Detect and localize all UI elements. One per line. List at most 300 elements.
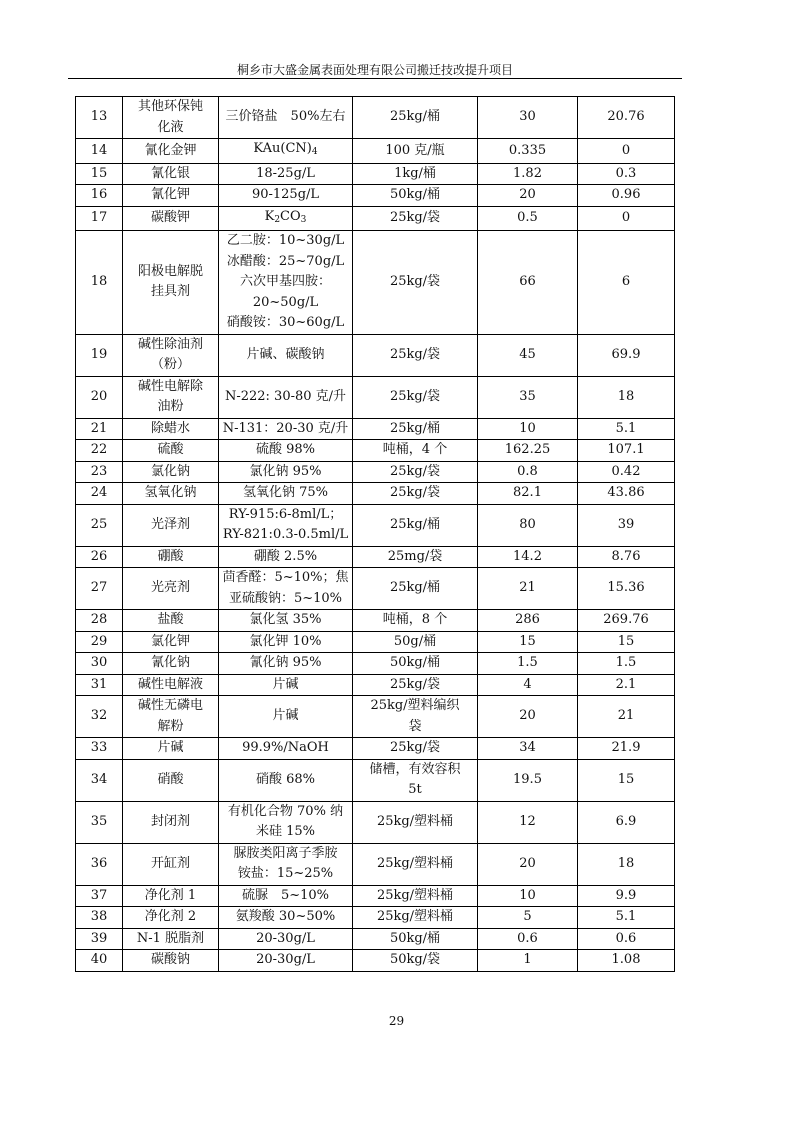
- cell-packaging-spec: [353, 139, 478, 164]
- cell-material-name: [123, 440, 219, 462]
- cell-composition: [219, 696, 353, 738]
- cell-material-name: [123, 801, 219, 843]
- cell-composition: [219, 97, 353, 139]
- cell-line: 亚硫酸钠：5~10%: [228, 590, 343, 606]
- cell-line: 25kg/桶: [389, 580, 441, 596]
- cell-line: 乙二胺：10~30g/L: [226, 233, 345, 248]
- cell-material-name: [123, 907, 219, 929]
- cell-line: 净化剂 1: [144, 887, 197, 903]
- cell-packaging-spec: [353, 376, 478, 418]
- cell-value-2: 15: [578, 759, 675, 801]
- cell-material-name: [123, 696, 219, 738]
- cell-packaging-spec: [353, 631, 478, 653]
- cell-material-name: [123, 759, 219, 801]
- cell-value-1: 45: [478, 334, 578, 376]
- cell-line: 片碱: [272, 708, 299, 724]
- cell-number: 16: [76, 185, 123, 207]
- cell-line: 20-30g/L: [256, 952, 315, 967]
- cell-value-1: 35: [478, 376, 578, 418]
- cell-value-1: 21: [478, 568, 578, 610]
- cell-line: 六次甲基四胺：: [239, 274, 331, 289]
- cell-line: 99.9%/NaOH: [242, 740, 329, 755]
- cell-composition: [219, 483, 353, 505]
- table-row: [76, 653, 675, 675]
- cell-value-2: 43.86: [578, 483, 675, 505]
- cell-line: 光亮剂: [150, 580, 190, 596]
- cell-value-1: 14.2: [478, 546, 578, 568]
- cell-number: 21: [76, 418, 123, 440]
- cell-line: 25kg/桶: [389, 420, 441, 436]
- cell-number: 13: [76, 97, 123, 139]
- cell-number: 39: [76, 928, 123, 950]
- cell-material-name: [123, 928, 219, 950]
- cell-material-name: [123, 674, 219, 696]
- table-row: [76, 696, 675, 738]
- cell-value-2: 0.42: [578, 461, 675, 483]
- cell-line: 封闭剂: [150, 813, 190, 829]
- cell-packaging-spec: [353, 504, 478, 546]
- cell-line: 硝酸: [157, 771, 184, 787]
- cell-line: 氨羧酸 30~50%: [235, 909, 336, 924]
- cell-line: 氯化钠 95%: [249, 463, 322, 479]
- cell-line: 氯化氢 35%: [249, 612, 322, 627]
- cell-material-name: [123, 206, 219, 231]
- cell-value-1: 34: [478, 738, 578, 760]
- cell-packaging-spec: [353, 546, 478, 568]
- cell-line: 净化剂 2: [144, 909, 197, 924]
- cell-line: 25kg/桶: [389, 109, 441, 125]
- cell-value-1: 1.5: [478, 653, 578, 675]
- table-row: [76, 376, 675, 418]
- cell-line: 冰醋酸：25~70g/L: [226, 253, 345, 269]
- cell-composition: [219, 461, 353, 483]
- cell-line: 硼酸: [157, 548, 184, 564]
- cell-line: 氰化金钾: [144, 142, 197, 158]
- cell-composition: [219, 801, 353, 843]
- cell-value-2: 5.1: [578, 907, 675, 929]
- table-row: [76, 843, 675, 885]
- cell-line: 其他环保钝: [137, 99, 203, 114]
- cell-line: 脲胺类阳离子季胺: [233, 845, 338, 861]
- table-row: [76, 483, 675, 505]
- cell-line: 90-125g/L: [251, 187, 320, 202]
- cell-packaging-spec: [353, 610, 478, 632]
- cell-number: 22: [76, 440, 123, 462]
- cell-material-name: [123, 843, 219, 885]
- cell-value-1: 0.5: [478, 206, 578, 231]
- cell-line: 片碱: [157, 740, 184, 755]
- cell-material-name: [123, 568, 219, 610]
- cell-line: 片碱、碳酸钠: [246, 346, 325, 362]
- cell-number: 25: [76, 504, 123, 546]
- cell-line: 25kg/袋: [389, 463, 441, 479]
- table-row: [76, 568, 675, 610]
- table-row: [76, 231, 675, 335]
- cell-value-2: 0: [578, 139, 675, 164]
- cell-line: 三价铬盐 50%左右: [225, 109, 346, 125]
- cell-value-1: 4: [478, 674, 578, 696]
- cell-value-1: 1: [478, 950, 578, 972]
- cell-value-2: 18: [578, 843, 675, 885]
- cell-line: 储槽，有效容积: [369, 761, 461, 777]
- cell-packaging-spec: [353, 759, 478, 801]
- cell-line: 碱性无磷电: [137, 698, 203, 713]
- cell-value-1: 82.1: [478, 483, 578, 505]
- cell-value-1: 1.82: [478, 163, 578, 185]
- cell-line: 氢氧化钠: [144, 485, 197, 500]
- cell-number: 26: [76, 546, 123, 568]
- cell-line: 50g/桶: [393, 633, 437, 649]
- cell-packaging-spec: [353, 674, 478, 696]
- cell-line: 氯化钾: [150, 633, 190, 649]
- cell-line: 5t: [408, 782, 422, 797]
- cell-composition: [219, 950, 353, 972]
- cell-line: RY-821:0.3-0.5ml/L: [222, 527, 349, 542]
- cell-line: 25kg/袋: [389, 346, 441, 362]
- cell-line: 25kg/塑料编织: [370, 698, 460, 713]
- cell-value-2: 0: [578, 206, 675, 231]
- cell-line: 硫酸: [157, 442, 184, 457]
- cell-line: 氯化钾 10%: [249, 633, 322, 649]
- cell-value-1: 10: [478, 885, 578, 907]
- cell-value-2: 6.9: [578, 801, 675, 843]
- table-row: [76, 631, 675, 653]
- table-row: [76, 759, 675, 801]
- cell-number: 31: [76, 674, 123, 696]
- cell-value-2: 0.96: [578, 185, 675, 207]
- cell-packaging-spec: [353, 334, 478, 376]
- cell-composition: [219, 163, 353, 185]
- cell-line: 25kg/塑料桶: [376, 855, 454, 871]
- cell-number: 27: [76, 568, 123, 610]
- cell-line: 碱性电解除: [137, 378, 203, 394]
- cell-line: 开缸剂: [150, 855, 190, 871]
- table-row: [76, 546, 675, 568]
- cell-line: 除蜡水: [150, 420, 190, 436]
- formula-text: CO: [280, 208, 301, 224]
- cell-value-2: 69.9: [578, 334, 675, 376]
- cell-number: 28: [76, 610, 123, 632]
- table-row: [76, 163, 675, 185]
- formula-subscript: 2: [274, 214, 281, 225]
- cell-value-1: 80: [478, 504, 578, 546]
- cell-line: 25kg/袋: [389, 740, 441, 755]
- cell-packaging-spec: [353, 97, 478, 139]
- cell-number: 38: [76, 907, 123, 929]
- cell-packaging-spec: [353, 231, 478, 335]
- cell-number: 40: [76, 950, 123, 972]
- cell-value-2: 0.3: [578, 163, 675, 185]
- cell-value-1: 15: [478, 631, 578, 653]
- cell-line: 1kg/桶: [394, 165, 436, 181]
- formula-text: K: [264, 208, 275, 224]
- cell-line: 18-25g/L: [256, 165, 315, 181]
- cell-material-name: [123, 97, 219, 139]
- cell-composition: [219, 418, 353, 440]
- cell-composition: [219, 334, 353, 376]
- cell-line: 米硅 15%: [255, 824, 316, 839]
- cell-line: 氰化钾: [150, 187, 190, 202]
- cell-line: 氢氧化钠 75%: [242, 485, 329, 500]
- cell-line: 50kg/桶: [389, 655, 441, 670]
- cell-number: 35: [76, 801, 123, 843]
- cell-number: 15: [76, 163, 123, 185]
- table-row: [76, 907, 675, 929]
- cell-material-name: [123, 610, 219, 632]
- table-row: [76, 801, 675, 843]
- cell-value-2: 6: [578, 231, 675, 335]
- cell-line: N-222: 30-80 克/升: [224, 388, 347, 404]
- cell-value-1: 286: [478, 610, 578, 632]
- cell-line: 挂具剂: [150, 284, 190, 300]
- cell-composition: [219, 759, 353, 801]
- cell-value-2: 9.9: [578, 885, 675, 907]
- cell-number: 32: [76, 696, 123, 738]
- table-row: [76, 738, 675, 760]
- cell-line: 硝酸 68%: [255, 771, 316, 787]
- cell-packaging-spec: [353, 185, 478, 207]
- cell-value-2: 0.6: [578, 928, 675, 950]
- cell-value-2: 21: [578, 696, 675, 738]
- cell-number: 24: [76, 483, 123, 505]
- cell-line: 硼酸 2.5%: [253, 548, 318, 564]
- cell-line: 50kg/桶: [389, 187, 441, 202]
- cell-line: 25kg/袋: [389, 274, 441, 289]
- cell-line: 吨桶，4 个: [382, 442, 448, 457]
- cell-composition: [219, 206, 353, 231]
- cell-value-1: 0.6: [478, 928, 578, 950]
- cell-value-1: 20: [478, 843, 578, 885]
- cell-composition: [219, 185, 353, 207]
- cell-packaging-spec: [353, 885, 478, 907]
- cell-packaging-spec: [353, 738, 478, 760]
- cell-value-2: 15.36: [578, 568, 675, 610]
- cell-line: RY-915:6-8ml/L；: [228, 506, 343, 522]
- table-row: [76, 97, 675, 139]
- cell-line: 化液: [157, 119, 184, 135]
- cell-material-name: [123, 231, 219, 335]
- cell-value-2: 269.76: [578, 610, 675, 632]
- cell-composition: [219, 440, 353, 462]
- cell-composition: [219, 504, 353, 546]
- cell-packaging-spec: [353, 950, 478, 972]
- cell-line: 茴香醛：5~10%；焦: [222, 570, 349, 585]
- cell-line: 25mg/袋: [387, 548, 443, 564]
- cell-value-1: 19.5: [478, 759, 578, 801]
- cell-number: 17: [76, 206, 123, 231]
- cell-line: 100 克/瓶: [385, 142, 445, 158]
- cell-value-2: 20.76: [578, 97, 675, 139]
- cell-line: 阳极电解脱: [137, 263, 203, 279]
- cell-composition: [219, 674, 353, 696]
- cell-packaging-spec: [353, 461, 478, 483]
- cell-composition: [219, 907, 353, 929]
- table-body: [76, 97, 675, 972]
- cell-line: 碱性电解液: [137, 676, 203, 692]
- cell-line: 25kg/塑料桶: [376, 887, 454, 903]
- cell-value-1: 5: [478, 907, 578, 929]
- cell-value-1: 20: [478, 185, 578, 207]
- cell-value-2: 107.1: [578, 440, 675, 462]
- cell-packaging-spec: [353, 801, 478, 843]
- cell-line: 硝酸铵：30~60g/L: [226, 315, 345, 330]
- cell-number: 18: [76, 231, 123, 335]
- table-row: [76, 950, 675, 972]
- cell-line: 片碱: [272, 676, 299, 692]
- cell-line: 氰化钠: [150, 655, 190, 670]
- cell-composition: [219, 139, 353, 164]
- cell-material-name: [123, 334, 219, 376]
- cell-line: 碱性除油剂: [137, 336, 203, 352]
- page-header-title: 桐乡市大盛金属表面处理有限公司搬迁技改提升项目: [236, 63, 513, 77]
- cell-material-name: [123, 546, 219, 568]
- cell-line: 50kg/桶: [389, 930, 441, 946]
- table-row: [76, 334, 675, 376]
- table-row: [76, 674, 675, 696]
- cell-number: 33: [76, 738, 123, 760]
- table-row: [76, 885, 675, 907]
- cell-composition: [219, 631, 353, 653]
- cell-line: 25kg/塑料桶: [376, 813, 454, 829]
- cell-composition: [219, 738, 353, 760]
- cell-packaging-spec: [353, 483, 478, 505]
- cell-material-name: [123, 185, 219, 207]
- cell-line: 20~50g/L: [252, 294, 319, 310]
- cell-line: 碳酸钠: [150, 952, 190, 967]
- cell-value-2: 2.1: [578, 674, 675, 696]
- cell-value-2: 5.1: [578, 418, 675, 440]
- cell-value-1: 20: [478, 696, 578, 738]
- cell-value-1: 66: [478, 231, 578, 335]
- page-number: 29: [388, 1014, 405, 1028]
- cell-number: 37: [76, 885, 123, 907]
- cell-value-1: 12: [478, 801, 578, 843]
- cell-value-2: 8.76: [578, 546, 675, 568]
- cell-line: 袋: [408, 718, 422, 734]
- cell-line: N-1 脱脂剂: [136, 930, 205, 946]
- cell-composition: [219, 885, 353, 907]
- table-row: [76, 139, 675, 164]
- table-row: [76, 461, 675, 483]
- table-row: [76, 440, 675, 462]
- cell-composition: [219, 653, 353, 675]
- cell-material-name: [123, 139, 219, 164]
- cell-value-2: 15: [578, 631, 675, 653]
- cell-packaging-spec: [353, 440, 478, 462]
- table-row: [76, 504, 675, 546]
- cell-line: 油粉: [157, 399, 184, 414]
- formula-subscript: 3: [300, 214, 307, 225]
- cell-line: 25kg/袋: [389, 210, 441, 225]
- cell-material-name: [123, 950, 219, 972]
- cell-material-name: [123, 418, 219, 440]
- cell-line: 20-30g/L: [256, 930, 315, 946]
- cell-line: 吨桶，8 个: [382, 612, 448, 627]
- cell-number: 23: [76, 461, 123, 483]
- cell-composition: [219, 376, 353, 418]
- cell-number: 34: [76, 759, 123, 801]
- cell-value-1: 0.8: [478, 461, 578, 483]
- cell-packaging-spec: [353, 843, 478, 885]
- cell-line: 碳酸钾: [150, 210, 190, 225]
- cell-number: 30: [76, 653, 123, 675]
- cell-number: 19: [76, 334, 123, 376]
- cell-material-name: [123, 376, 219, 418]
- cell-packaging-spec: [353, 163, 478, 185]
- cell-line: 25kg/塑料桶: [376, 909, 454, 924]
- cell-material-name: [123, 885, 219, 907]
- header-rule: [68, 78, 682, 79]
- raw-materials-table: [75, 96, 675, 972]
- cell-composition: [219, 928, 353, 950]
- formula-text: KAu(CN): [253, 141, 312, 156]
- cell-line: 光泽剂: [150, 516, 190, 532]
- cell-line: 氰化银: [150, 165, 190, 181]
- cell-value-1: 30: [478, 97, 578, 139]
- cell-packaging-spec: [353, 696, 478, 738]
- cell-line: N-131：20-30 克/升: [222, 420, 349, 436]
- cell-material-name: [123, 163, 219, 185]
- table-row: [76, 185, 675, 207]
- table-row: [76, 418, 675, 440]
- cell-value-2: 18: [578, 376, 675, 418]
- cell-composition: [219, 568, 353, 610]
- cell-line: 硫脲 5~10%: [241, 887, 330, 903]
- table-row: [76, 610, 675, 632]
- cell-composition: [219, 546, 353, 568]
- cell-value-2: 21.9: [578, 738, 675, 760]
- cell-material-name: [123, 738, 219, 760]
- cell-packaging-spec: [353, 568, 478, 610]
- cell-number: 36: [76, 843, 123, 885]
- formula-subscript: 4: [311, 147, 318, 157]
- cell-packaging-spec: [353, 653, 478, 675]
- cell-line: 氰化钠 95%: [249, 655, 322, 670]
- cell-packaging-spec: [353, 206, 478, 231]
- cell-value-2: 1.5: [578, 653, 675, 675]
- cell-line: 25kg/袋: [389, 485, 441, 500]
- cell-value-1: 0.335: [478, 139, 578, 164]
- cell-line: （粉）: [150, 357, 190, 372]
- cell-line: 有机化合物 70% 纳: [227, 803, 344, 819]
- cell-material-name: [123, 653, 219, 675]
- cell-composition: [219, 610, 353, 632]
- cell-line: 25kg/袋: [389, 388, 441, 404]
- cell-value-1: 162.25: [478, 440, 578, 462]
- cell-line: 解粉: [157, 718, 184, 734]
- cell-number: 14: [76, 139, 123, 164]
- cell-composition: [219, 231, 353, 335]
- cell-material-name: [123, 483, 219, 505]
- cell-line: 硫酸 98%: [255, 442, 316, 457]
- cell-number: 20: [76, 376, 123, 418]
- cell-packaging-spec: [353, 928, 478, 950]
- cell-material-name: [123, 504, 219, 546]
- cell-line: 25kg/袋: [389, 676, 441, 692]
- cell-line: 铵盐：15~25%: [237, 866, 334, 881]
- cell-line: 50kg/袋: [389, 952, 441, 967]
- cell-value-2: 1.08: [578, 950, 675, 972]
- cell-packaging-spec: [353, 418, 478, 440]
- cell-value-2: 39: [578, 504, 675, 546]
- cell-packaging-spec: [353, 907, 478, 929]
- cell-value-1: 10: [478, 418, 578, 440]
- cell-material-name: [123, 461, 219, 483]
- cell-line: 氯化钠: [150, 463, 190, 479]
- cell-composition: [219, 843, 353, 885]
- cell-material-name: [123, 631, 219, 653]
- cell-line: 盐酸: [157, 612, 184, 627]
